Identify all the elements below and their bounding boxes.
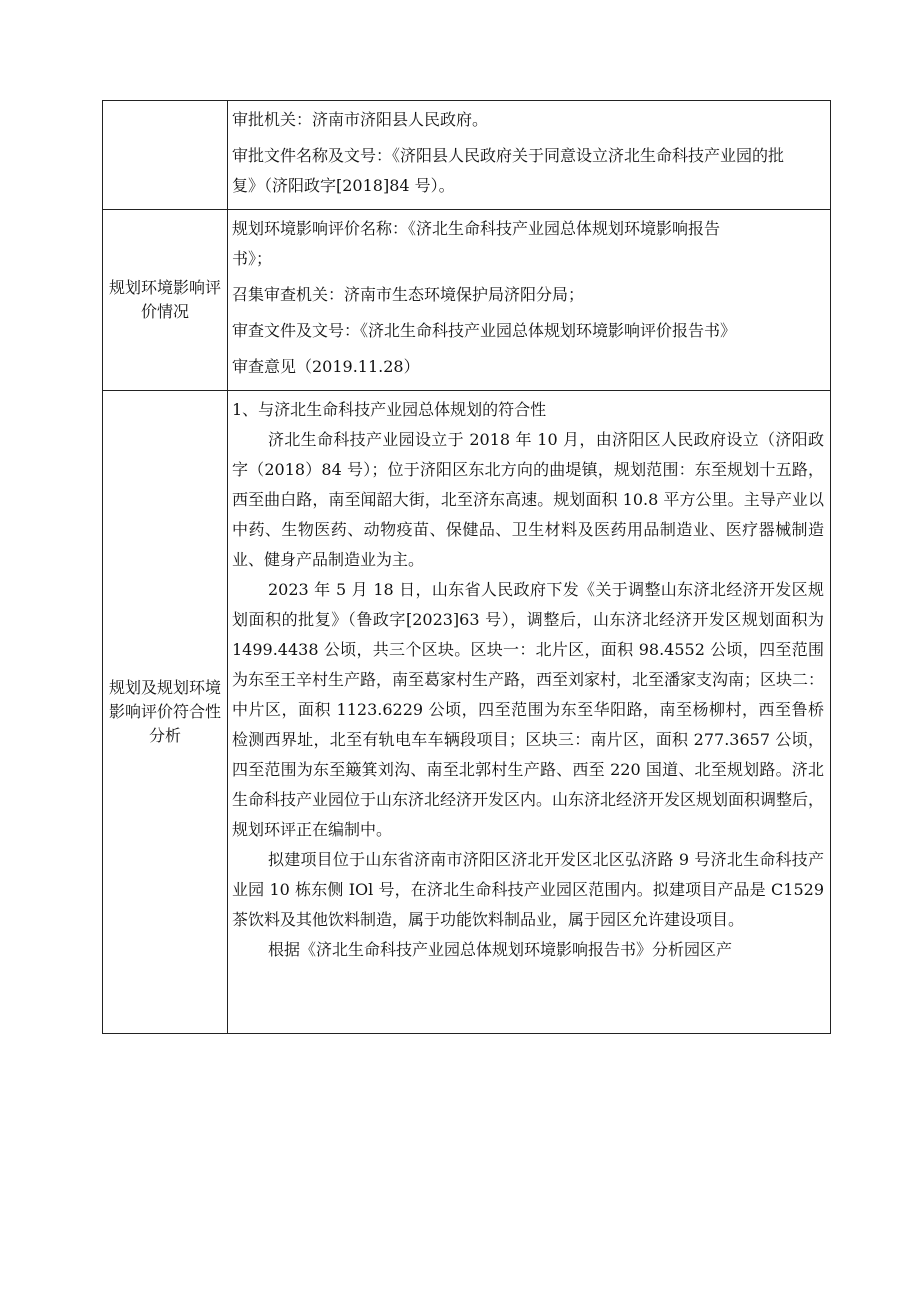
eia-review-document: 审查文件及文号：《济北生命科技产业园总体规划环境影响评价报告书》 (232, 321, 737, 340)
planning-eia-row (103, 210, 831, 391)
report-table (102, 100, 831, 1034)
approval-authority: 审批机关：济南市济阳县人民政府。 (232, 110, 489, 129)
conformity-paragraph-4: 根据《济北生命科技产业园总体规划环境影响报告书》分析园区产 (268, 940, 733, 959)
eia-review-opinion: 审查意见（2019.11.28） (232, 357, 420, 376)
conformity-heading: 1、与济北生命科技产业园总体规划的符合性 (232, 400, 547, 419)
planning-eia-content-cell (228, 210, 831, 391)
approval-label-cell (103, 101, 228, 210)
approval-row (103, 101, 831, 210)
approval-document-line2: 复》（济阳政字[2018]84 号）。 (232, 176, 455, 195)
conformity-row (103, 391, 831, 1034)
conformity-paragraph-1: 济北生命科技产业园设立于 2018 年 10 月，由济阳区人民政府设立（济阳政字（2018）84 号）；位于济阳区东北方向的曲堤镇，规划范围：东至规划十五路，西至曲白路，南至闻韶大街，北至济东高速。规划面积 10.8 平方公里。主导产业以中药、生物医药、动物疫苗、保健品、卫生材料及医药用品制造业、医疗器械制造业、健身产品制造业为主。 (232, 430, 824, 569)
conformity-label: 规划及规划环境影响评价符合性分析 (103, 391, 228, 1034)
approval-content-cell (228, 101, 831, 210)
conformity-content-cell (228, 391, 831, 1034)
eia-name-line1: 规划环境影响评价名称：《济北生命科技产业园总体规划环境影响报告 (232, 219, 721, 238)
conformity-paragraph-2: 2023 年 5 月 18 日，山东省人民政府下发《关于调整山东济北经济开发区规划面积的批复》（鲁政字[2023]63 号），调整后，山东济北经济开发区规划面积为 1499.4438 公顷，共三个区块。区块一：北片区，面积 98.4552 公顷，四至范围为东至王辛村生产路，南至葛家村生产路，西至刘家村，北至潘家支沟南；区块二：中片区，面积 1123.6229 公顷，四至范围为东至华阳路，南至杨柳村，西至鲁桥检测西界址，北至有轨电车车辆段项目；区块三：南片区，面积 277.3657 公顷，四至范围为东至簸箕刘沟、南至北郭村生产路、西至 220 国道、北至规划路。济北生命科技产业园位于山东济北经济开发区内。山东济北经济开发区规划面积调整后，规划环评正在编制中。 (232, 580, 825, 839)
eia-name-line2: 书》； (232, 249, 273, 268)
eia-convening-authority: 召集审查机关：济南市生态环境保护局济阳分局； (232, 285, 585, 304)
planning-eia-label: 规划环境影响评价情况 (103, 210, 228, 391)
approval-document-line1: 审批文件名称及文号：《济阳县人民政府关于同意设立济北生命科技产业园的批 (232, 146, 785, 165)
conformity-paragraph-3: 拟建项目位于山东省济南市济阳区济北开发区北区弘济路 9 号济北生命科技产业园 10 栋东侧 IOl 号，在济北生命科技产业园区范围内。拟建项目产品是 C1529 茶饮料及其他饮料制造，属于功能饮料制品业，属于园区允许建设项目。 (232, 850, 824, 929)
